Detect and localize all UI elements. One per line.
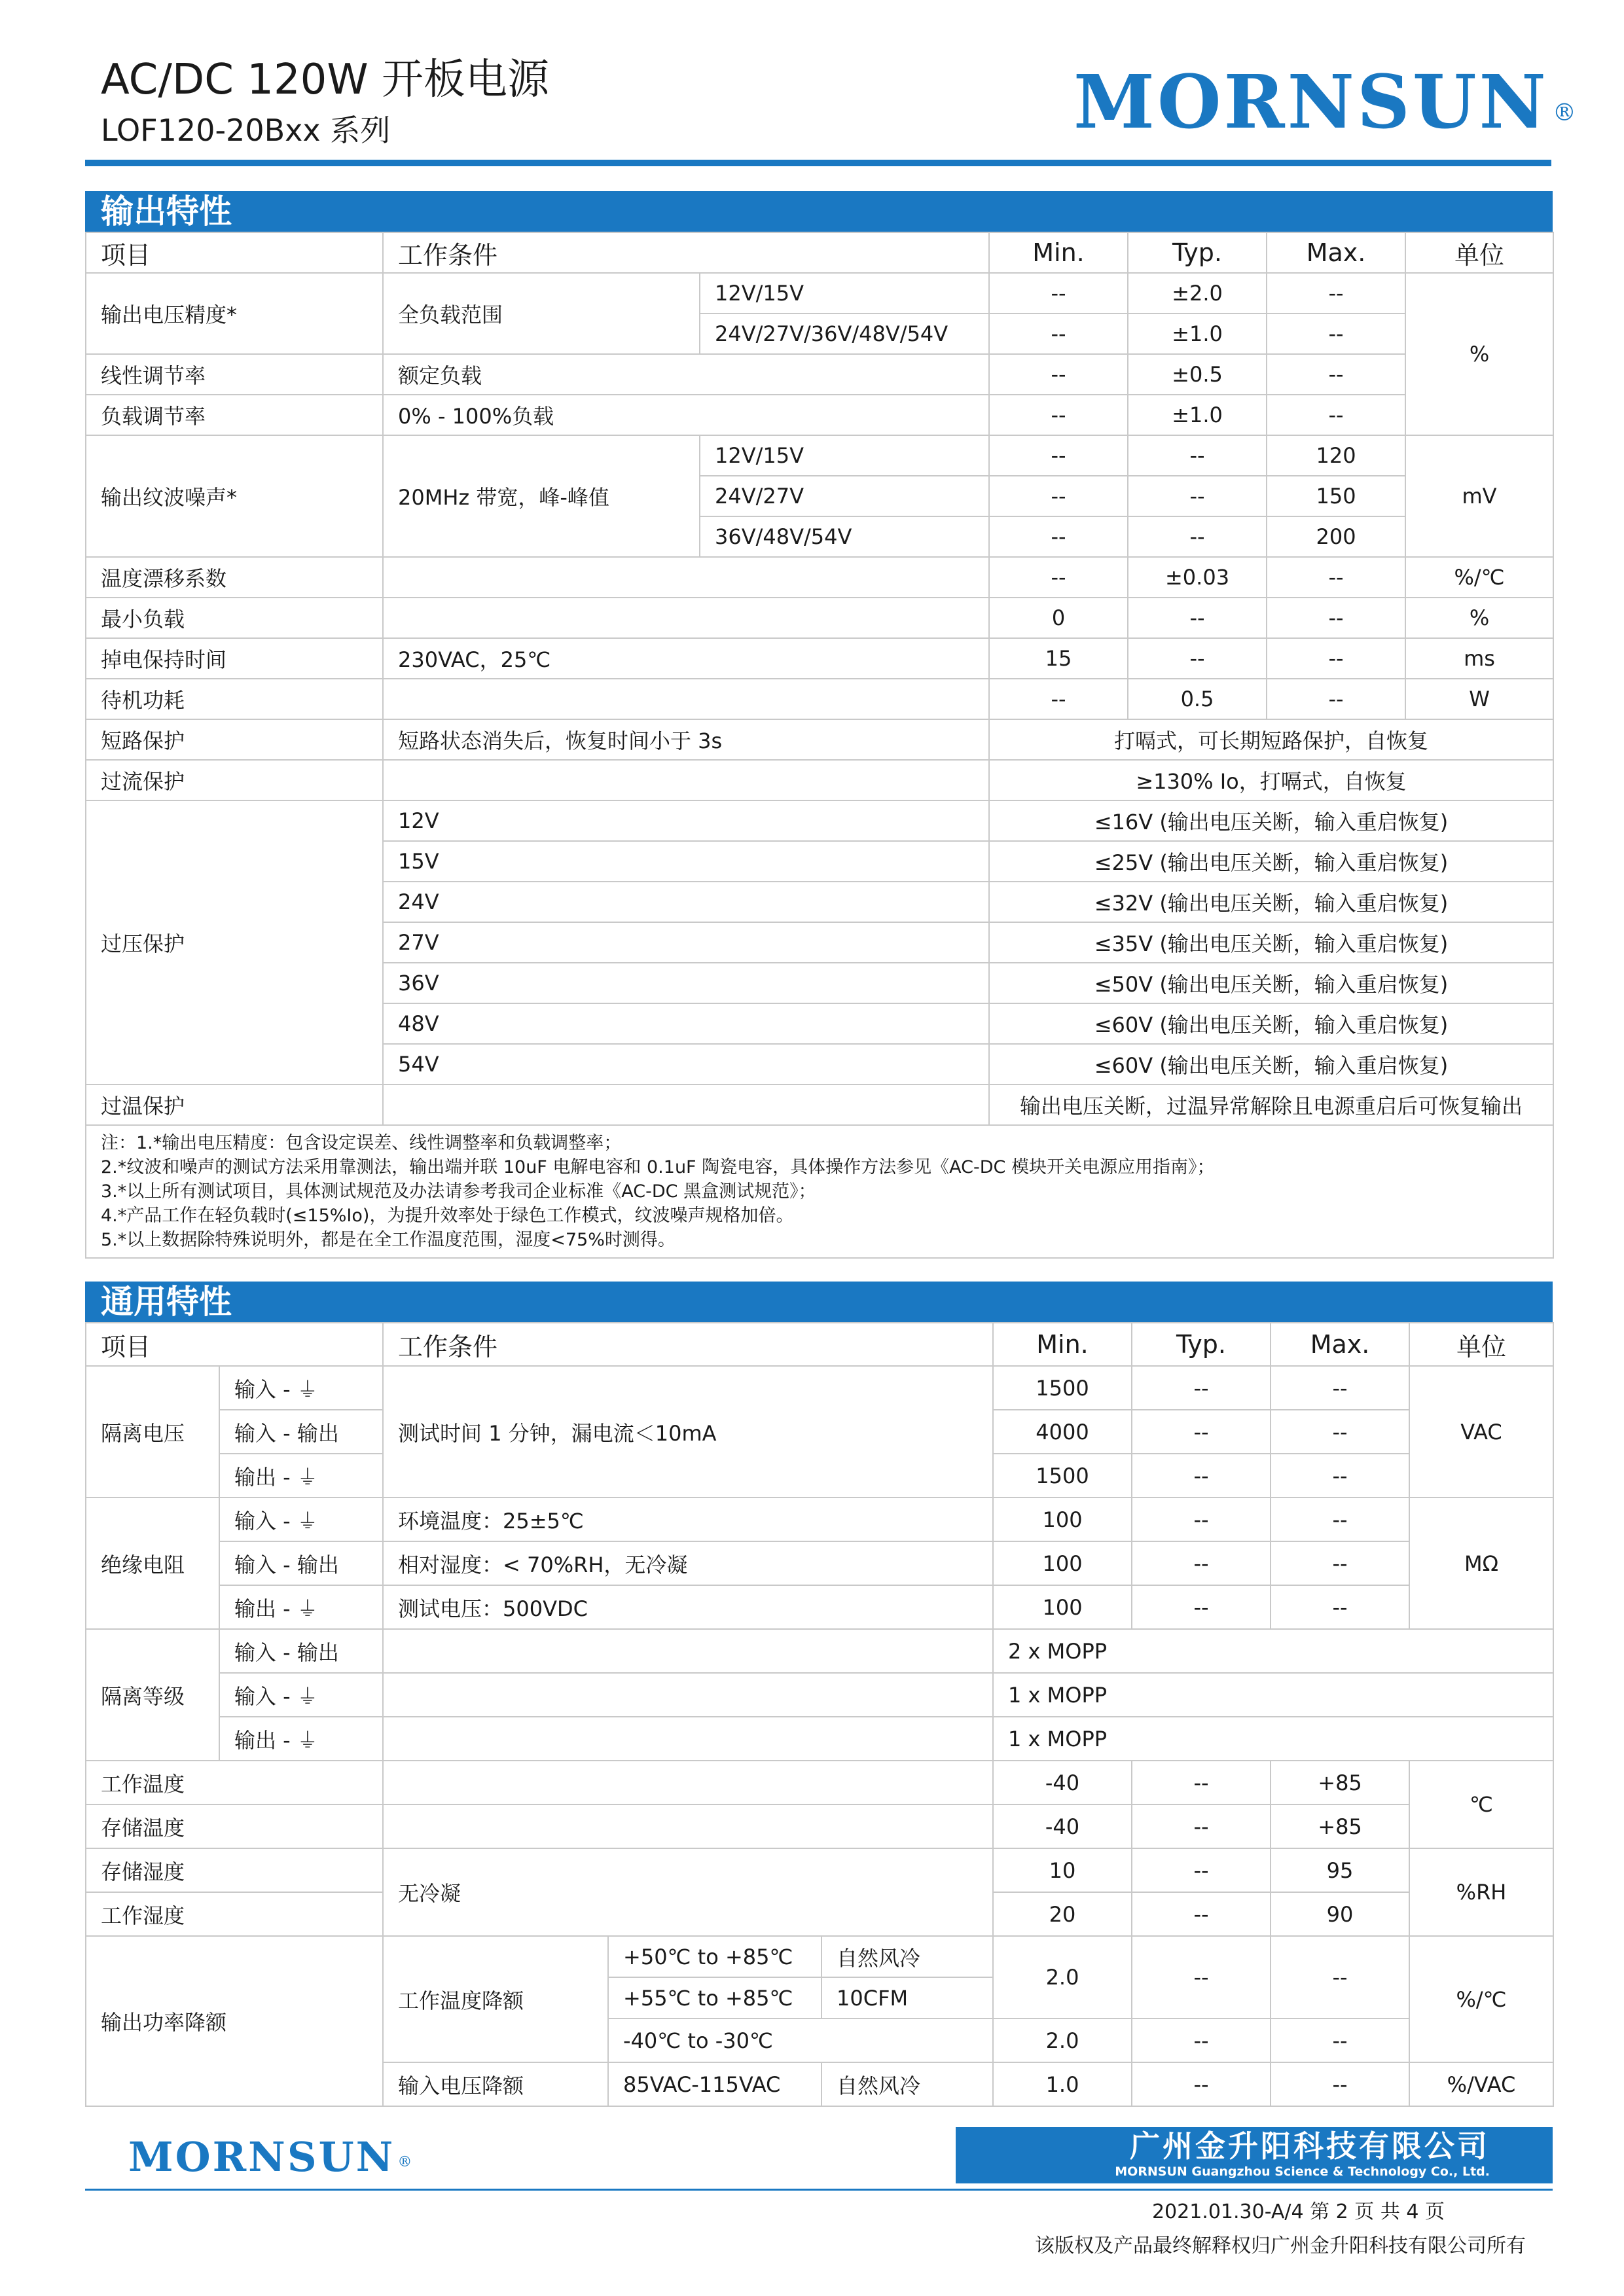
cond-load-regulation: 0% - 100%负载 — [383, 395, 989, 435]
brand-logo — [1074, 60, 1579, 145]
derating-range: +50℃ to +85℃ — [608, 1936, 821, 1977]
unit-percent: % — [1405, 273, 1553, 435]
item-isolation-voltage: 隔离电压 — [86, 1366, 219, 1498]
item-storage-temp: 存储温度 — [86, 1804, 383, 1848]
typ-value: 0.5 — [1128, 679, 1267, 719]
cond-ripple: 20MHz 带宽，峰-峰值 — [383, 435, 700, 557]
ovp-cond: 12V — [383, 800, 989, 841]
general-section-title: 通用特性 — [101, 1283, 232, 1321]
min-value: -- — [989, 273, 1128, 314]
typ-value: -- — [1132, 1892, 1271, 1936]
derating-cooling: 自然风冷 — [821, 1936, 993, 1977]
table-row — [86, 1848, 1553, 1892]
company-name-en: MORNSUN Guangzhou Science & Technology Co., Ltd. — [1115, 2164, 1490, 2179]
ovp-value: ≤50V (输出电压关断，输入重启恢复) — [989, 963, 1553, 1003]
header-unit: 单位 — [1405, 232, 1553, 273]
unit-value: % — [1405, 598, 1553, 638]
footnote-2: 2.*纹波和噪声的测试方法采用靠测法，输出端并联 10uF 电解电容和 0.1uF 陶瓷电容，具体操作方法参见《AC-DC 模块开关电源应用指南》； — [101, 1157, 1215, 1177]
max-value: 95 — [1271, 1848, 1409, 1892]
header-condition: 工作条件 — [383, 1323, 993, 1366]
footnotes — [86, 1125, 1553, 1258]
typ-value: -- — [1132, 1585, 1271, 1629]
sub-cond: 输出 - ⏚ — [219, 1454, 383, 1498]
max-value: -- — [1267, 638, 1405, 679]
footnote-5: 5.*以上数据除特殊说明外，都是在全工作温度范围，湿度<75%时测得。 — [101, 1230, 676, 1250]
sub-cond: 24V/27V/36V/48V/54V — [700, 314, 989, 354]
table-row — [86, 354, 1553, 395]
table-row — [86, 395, 1553, 435]
typ-value: -- — [1132, 1541, 1271, 1585]
sub-cond: 输出 - ⏚ — [219, 1717, 383, 1761]
table-row — [86, 800, 1553, 841]
output-section-title: 输出特性 — [101, 192, 232, 230]
ovp-cond: 36V — [383, 963, 989, 1003]
footnote-4: 4.*产品工作在轻负载时(≤15%Io)，为提升效率处于绿色工作模式，纹波噪声规格加倍。 — [101, 1206, 794, 1226]
ovp-value: ≤32V (输出电压关断，输入重启恢复) — [989, 882, 1553, 922]
table-row — [86, 273, 1553, 314]
max-value: -- — [1267, 314, 1405, 354]
header-max: Max. — [1267, 232, 1405, 273]
cond-holdup: 230VAC，25℃ — [383, 638, 989, 679]
table-row — [86, 1366, 1553, 1410]
company-name-cn: 广州金升阳科技有限公司 — [1130, 2128, 1490, 2164]
cond-empty — [383, 557, 989, 598]
value-overcurrent: ≥130% Io，打嗝式，自恢复 — [989, 760, 1553, 800]
cond-voltage-accuracy: 全负载范围 — [383, 273, 700, 354]
cond-empty — [383, 1673, 993, 1717]
item-min-load: 最小负载 — [86, 598, 383, 638]
table-row — [86, 1717, 1553, 1761]
header-min: Min. — [989, 232, 1128, 273]
footer-company-band — [956, 2127, 1553, 2183]
min-value: -- — [989, 679, 1128, 719]
item-holdup: 掉电保持时间 — [86, 638, 383, 679]
table-row — [86, 1085, 1553, 1125]
typ-value: -- — [1132, 1366, 1271, 1410]
notes-row — [86, 1125, 1553, 1258]
typ-value: -- — [1132, 2018, 1271, 2062]
header-unit: 单位 — [1409, 1323, 1553, 1366]
item-voltage-accuracy: 输出电压精度* — [86, 273, 383, 354]
max-value: -- — [1267, 557, 1405, 598]
sub-cond: 输入 - ⏚ — [219, 1366, 383, 1410]
ovp-value: ≤60V (输出电压关断，输入重启恢复) — [989, 1003, 1553, 1044]
min-value: 2.0 — [993, 2018, 1132, 2062]
max-value: -- — [1271, 1585, 1409, 1629]
max-value: +85 — [1271, 1761, 1409, 1804]
max-value: -- — [1271, 1366, 1409, 1410]
cond-empty — [383, 679, 989, 719]
cond-empty — [383, 1629, 993, 1673]
max-value: -- — [1267, 679, 1405, 719]
unit-value: W — [1405, 679, 1553, 719]
max-value: -- — [1271, 1454, 1409, 1498]
max-value: 120 — [1267, 435, 1405, 476]
sub-cond: 36V/48V/54V — [700, 516, 989, 557]
copyright-notice: 该版权及产品最终解释权归广州金升阳科技有限公司所有 — [1035, 2234, 1526, 2257]
cond-line: 相对湿度：< 70%RH，无冷凝 — [383, 1541, 993, 1585]
footer-logo — [128, 2134, 414, 2181]
logo-text: MORNSUN — [1074, 60, 1549, 145]
typ-value: -- — [1132, 1936, 1271, 2018]
min-value: -- — [989, 395, 1128, 435]
table-row — [86, 760, 1553, 800]
sub-cond: 12V/15V — [700, 435, 989, 476]
table-row — [86, 1936, 1553, 1977]
cond-isolation-voltage: 测试时间 1 分钟，漏电流＜10mA — [383, 1366, 993, 1498]
cond-line-regulation: 额定负载 — [383, 354, 989, 395]
min-value: 20 — [993, 1892, 1132, 1936]
min-value: -- — [989, 516, 1128, 557]
min-value: 1500 — [993, 1454, 1132, 1498]
general-header-row — [86, 1323, 1553, 1366]
typ-value: -- — [1132, 1410, 1271, 1454]
item-isolation-class: 隔离等级 — [86, 1629, 219, 1761]
typ-value: ±0.5 — [1128, 354, 1267, 395]
sub-cond: 输入 - 输出 — [219, 1629, 383, 1673]
footnote-1: 注：1.*输出电压精度：包含设定误差、线性调整率和负载调整率； — [101, 1133, 622, 1153]
header-typ: Typ. — [1128, 232, 1267, 273]
output-spec-table — [85, 232, 1554, 1259]
header-item: 项目 — [86, 1323, 383, 1366]
min-value: 0 — [989, 598, 1128, 638]
general-section-bar — [85, 1282, 1553, 1322]
sub-cond: 输入 - 输出 — [219, 1410, 383, 1454]
typ-value: -- — [1128, 435, 1267, 476]
output-section-bar — [85, 191, 1553, 232]
min-value: -- — [989, 435, 1128, 476]
item-short-circuit: 短路保护 — [86, 719, 383, 760]
sub-cond: 24V/27V — [700, 476, 989, 516]
item-storage-humidity: 存储湿度 — [86, 1848, 383, 1892]
cond-empty — [383, 1085, 989, 1125]
table-row — [86, 638, 1553, 679]
cond-empty — [383, 760, 989, 800]
max-value: -- — [1271, 1936, 1409, 2018]
max-value: -- — [1271, 2062, 1409, 2106]
table-row — [86, 1498, 1553, 1541]
unit-mohm: MΩ — [1409, 1498, 1553, 1629]
cond-empty — [383, 1804, 993, 1848]
ovp-cond: 27V — [383, 922, 989, 963]
item-overcurrent: 过流保护 — [86, 760, 383, 800]
cond-line: 测试电压：500VDC — [383, 1585, 993, 1629]
footer-registered-mark: ® — [397, 2154, 414, 2170]
table-row — [86, 679, 1553, 719]
ovp-value: ≤25V (输出电压关断，输入重启恢复) — [989, 841, 1553, 882]
item-standby: 待机功耗 — [86, 679, 383, 719]
table-row — [86, 1761, 1553, 1804]
typ-value: ±1.0 — [1128, 395, 1267, 435]
max-value: -- — [1267, 273, 1405, 314]
max-value: -- — [1267, 395, 1405, 435]
ovp-value: ≤35V (输出电压关断，输入重启恢复) — [989, 922, 1553, 963]
general-spec-table — [85, 1322, 1554, 2107]
header-condition: 工作条件 — [383, 232, 989, 273]
sub-cond: 输入 - ⏚ — [219, 1673, 383, 1717]
registered-mark: ® — [1552, 99, 1579, 126]
table-row — [86, 598, 1553, 638]
unit-percent-per-vac: %/VAC — [1409, 2062, 1553, 2106]
series-subtitle: LOF120-20Bxx 系列 — [101, 113, 391, 148]
min-value: -- — [989, 354, 1128, 395]
max-value: -- — [1267, 354, 1405, 395]
max-value: -- — [1271, 1541, 1409, 1585]
mopp-value: 1 x MOPP — [993, 1673, 1553, 1717]
typ-value: ±1.0 — [1128, 314, 1267, 354]
unit-mv: mV — [1405, 435, 1553, 557]
header-min: Min. — [993, 1323, 1132, 1366]
header-item: 项目 — [86, 232, 383, 273]
typ-value: -- — [1132, 1761, 1271, 1804]
max-value: 200 — [1267, 516, 1405, 557]
item-load-regulation: 负载调节率 — [86, 395, 383, 435]
cond-temp-derating: 工作温度降额 — [383, 1936, 608, 2062]
min-value: 100 — [993, 1498, 1132, 1541]
derating-cooling: 自然风冷 — [821, 2062, 993, 2106]
typ-value: -- — [1128, 598, 1267, 638]
sub-cond: 12V/15V — [700, 273, 989, 314]
derating-range: -40℃ to -30℃ — [608, 2018, 993, 2062]
unit-value: ms — [1405, 638, 1553, 679]
table-row — [86, 1673, 1553, 1717]
typ-value: -- — [1128, 476, 1267, 516]
header-divider — [85, 160, 1551, 166]
table-row — [86, 719, 1553, 760]
max-value: -- — [1267, 598, 1405, 638]
output-header-row — [86, 232, 1553, 273]
typ-value: -- — [1128, 516, 1267, 557]
table-row — [86, 435, 1553, 476]
typ-value: -- — [1132, 1804, 1271, 1848]
typ-value: -- — [1132, 2062, 1271, 2106]
value-overtemp: 输出电压关断，过温异常解除且电源重启后可恢复输出 — [989, 1085, 1553, 1125]
typ-value: -- — [1132, 1454, 1271, 1498]
min-value: 100 — [993, 1541, 1132, 1585]
table-row — [86, 1804, 1553, 1848]
cond-short-circuit: 短路状态消失后，恢复时间小于 3s — [383, 719, 989, 760]
unit-percent-per-c: %/℃ — [1409, 1936, 1553, 2062]
min-value: 1.0 — [993, 2062, 1132, 2106]
typ-value: -- — [1132, 1848, 1271, 1892]
min-value: 100 — [993, 1585, 1132, 1629]
footnote-3: 3.*以上所有测试项目，具体测试规范及办法请参考我司企业标准《AC-DC 黑盒测试规范》； — [101, 1181, 816, 1202]
item-overvoltage: 过压保护 — [86, 800, 383, 1085]
min-value: -40 — [993, 1804, 1132, 1848]
table-row — [86, 1541, 1553, 1585]
sub-cond: 输入 - 输出 — [219, 1541, 383, 1585]
typ-value: ±0.03 — [1128, 557, 1267, 598]
sub-cond: 输出 - ⏚ — [219, 1585, 383, 1629]
min-value: 1500 — [993, 1366, 1132, 1410]
max-value: 150 — [1267, 476, 1405, 516]
derating-range: +55℃ to +85℃ — [608, 1977, 821, 2018]
min-value: -- — [989, 476, 1128, 516]
table-row — [86, 557, 1553, 598]
max-value: -- — [1271, 2018, 1409, 2062]
max-value: +85 — [1271, 1804, 1409, 1848]
ovp-value: ≤16V (输出电压关断，输入重启恢复) — [989, 800, 1553, 841]
min-value: -- — [989, 314, 1128, 354]
item-overtemp: 过温保护 — [86, 1085, 383, 1125]
ovp-cond: 54V — [383, 1044, 989, 1085]
item-derating: 输出功率降额 — [86, 1936, 383, 2106]
ovp-cond: 15V — [383, 841, 989, 882]
item-ripple: 输出纹波噪声* — [86, 435, 383, 557]
cond-empty — [383, 1717, 993, 1761]
footer-logo-text: MORNSUN — [128, 2133, 395, 2181]
typ-value: -- — [1128, 638, 1267, 679]
header-typ: Typ. — [1132, 1323, 1271, 1366]
mopp-value: 1 x MOPP — [993, 1717, 1553, 1761]
mopp-value: 2 x MOPP — [993, 1629, 1553, 1673]
min-value: 15 — [989, 638, 1128, 679]
unit-vac: VAC — [1409, 1366, 1553, 1498]
min-value: -40 — [993, 1761, 1132, 1804]
ovp-value: ≤60V (输出电压关断，输入重启恢复) — [989, 1044, 1553, 1085]
cond-humidity: 无冷凝 — [383, 1848, 993, 1936]
typ-value: -- — [1132, 1498, 1271, 1541]
item-line-regulation: 线性调节率 — [86, 354, 383, 395]
min-value: 2.0 — [993, 1936, 1132, 2018]
unit-value: %/℃ — [1405, 557, 1553, 598]
min-value: -- — [989, 557, 1128, 598]
ovp-cond: 48V — [383, 1003, 989, 1044]
min-value: 4000 — [993, 1410, 1132, 1454]
footer-divider — [85, 2189, 1553, 2191]
cond-empty — [383, 598, 989, 638]
cond-empty — [383, 1761, 993, 1804]
max-value: -- — [1271, 1410, 1409, 1454]
derating-range: 85VAC-115VAC — [608, 2062, 821, 2106]
date-page-info: 2021.01.30-A/4 第 2 页 共 4 页 — [1151, 2200, 1445, 2223]
min-value: 10 — [993, 1848, 1132, 1892]
value-short-circuit: 打嗝式，可长期短路保护，自恢复 — [989, 719, 1553, 760]
item-temp-coeff: 温度漂移系数 — [86, 557, 383, 598]
unit-celsius: ℃ — [1409, 1761, 1553, 1848]
cond-line: 环境温度：25±5℃ — [383, 1498, 993, 1541]
item-op-humidity: 工作湿度 — [86, 1892, 383, 1936]
table-row — [86, 1629, 1553, 1673]
typ-value: ±2.0 — [1128, 273, 1267, 314]
header-max: Max. — [1271, 1323, 1409, 1366]
page-title: AC/DC 120W 开板电源 — [101, 56, 549, 104]
unit-rh: %RH — [1409, 1848, 1553, 1936]
item-op-temp: 工作温度 — [86, 1761, 383, 1804]
table-row — [86, 1585, 1553, 1629]
max-value: 90 — [1271, 1892, 1409, 1936]
cond-input-derating: 输入电压降额 — [383, 2062, 608, 2106]
sub-cond: 输入 - ⏚ — [219, 1498, 383, 1541]
ovp-cond: 24V — [383, 882, 989, 922]
item-insulation-resistance: 绝缘电阻 — [86, 1498, 219, 1629]
max-value: -- — [1271, 1498, 1409, 1541]
derating-cooling: 10CFM — [821, 1977, 993, 2018]
